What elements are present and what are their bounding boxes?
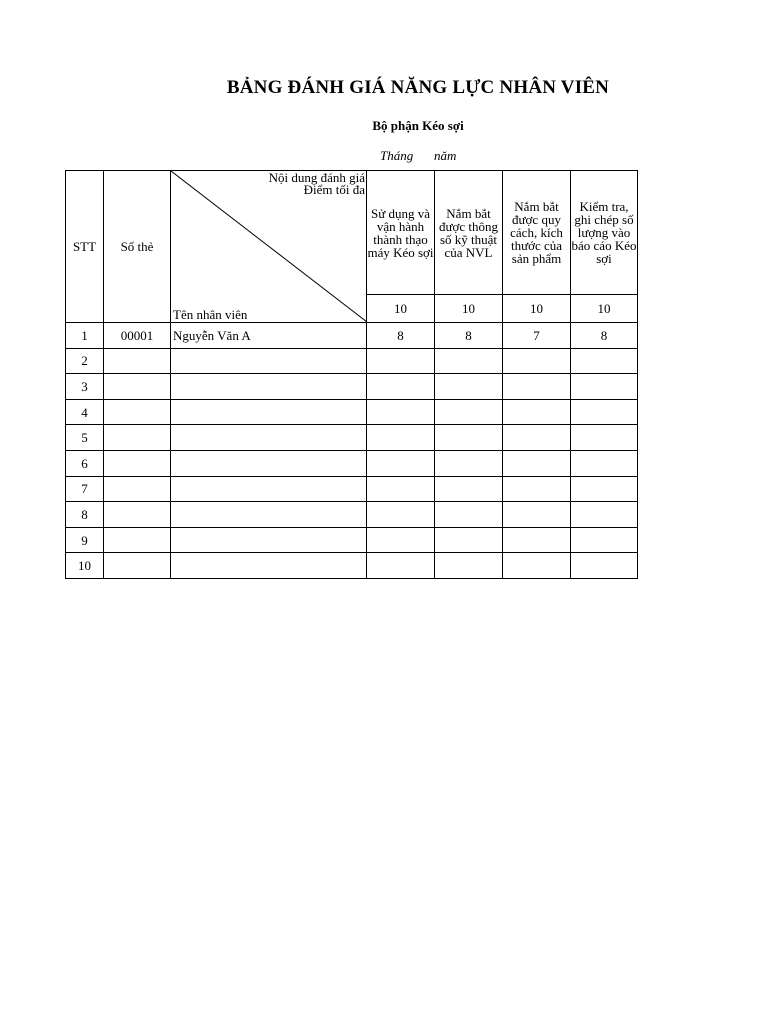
row-employee-name-cell [171,399,367,425]
row-score-cell-1 [367,553,435,579]
row-score-cell-2 [435,348,503,374]
row-score-cell-4 [571,527,638,553]
criterion-max-2: 10 [435,295,503,323]
row-card-number-cell [104,425,171,451]
row-stt-cell: 2 [66,348,104,374]
table-row [66,374,638,400]
row-score-cell-2 [435,527,503,553]
criterion-max-4: 10 [571,295,638,323]
row-stt-cell: 1 [66,323,104,349]
table-row [66,425,638,451]
criterion-max-3: 10 [503,295,571,323]
row-stt-cell: 10 [66,553,104,579]
row-score-cell-4 [571,476,638,502]
year-label: năm [434,148,457,163]
row-score-cell-3 [503,374,571,400]
row-employee-name-cell [171,553,367,579]
table-row [66,348,638,374]
row-employee-name-cell [171,348,367,374]
row-score-cell-3 [503,476,571,502]
row-score-cell-3 [503,502,571,528]
row-card-number-cell [104,348,171,374]
row-card-number-cell [104,476,171,502]
evaluation-table [65,170,638,579]
table-row [66,502,638,528]
row-score-cell-1 [367,348,435,374]
row-employee-name-cell [171,527,367,553]
diagonal-header-cell [171,171,367,323]
criterion-header-3: Nắm bắt được quy cách, kích thước của sản phẩm [503,171,571,295]
row-score-cell-1 [367,502,435,528]
row-score-cell-2 [435,425,503,451]
row-score-cell-4 [571,450,638,476]
row-card-number-cell [104,450,171,476]
row-score-cell-2 [435,374,503,400]
row-employee-name-cell: Nguyễn Văn A [171,323,367,349]
row-card-number-cell: 00001 [104,323,171,349]
row-score-cell-1 [367,425,435,451]
criterion-header-1: Sử dụng và vận hành thành thạo máy Kéo sợi [367,171,435,295]
row-score-cell-2 [435,399,503,425]
table-row [66,323,638,349]
row-score-cell-4 [571,399,638,425]
row-stt-cell: 6 [66,450,104,476]
employee-name-label: Tên nhân viên [173,307,248,322]
criterion-max-1: 10 [367,295,435,323]
row-score-cell-2: 8 [435,323,503,349]
row-score-cell-3 [503,348,571,374]
row-score-cell-2 [435,553,503,579]
row-card-number-cell [104,527,171,553]
row-score-cell-4 [571,553,638,579]
row-card-number-cell [104,374,171,400]
row-score-cell-3 [503,425,571,451]
max-score-label: Điểm tối đa [303,182,365,197]
table-row [66,553,638,579]
row-score-cell-4 [571,374,638,400]
table-row [66,399,638,425]
row-card-number-cell [104,399,171,425]
row-score-cell-4 [571,348,638,374]
row-stt-cell: 3 [66,374,104,400]
criterion-header-4: Kiểm tra, ghi chép số lượng vào báo cáo Kéo sợi [571,171,638,295]
row-stt-cell: 7 [66,476,104,502]
row-score-cell-1: 8 [367,323,435,349]
header-row [66,171,638,295]
row-score-cell-2 [435,502,503,528]
month-label: Tháng [380,148,414,163]
row-stt-cell: 9 [66,527,104,553]
row-score-cell-1 [367,527,435,553]
row-score-cell-1 [367,374,435,400]
diagonal-header-top [269,172,365,196]
row-stt-cell: 4 [66,399,104,425]
row-stt-cell: 5 [66,425,104,451]
row-score-cell-4: 8 [571,323,638,349]
table-row [66,450,638,476]
row-employee-name-cell [171,425,367,451]
row-score-cell-1 [367,399,435,425]
row-score-cell-4 [571,502,638,528]
row-score-cell-4 [571,425,638,451]
row-employee-name-cell [171,450,367,476]
row-card-number-cell [104,502,171,528]
row-employee-name-cell [171,374,367,400]
row-score-cell-3: 7 [503,323,571,349]
card-number-header: Số thẻ [104,171,171,323]
row-score-cell-2 [435,476,503,502]
row-score-cell-3 [503,450,571,476]
row-score-cell-3 [503,399,571,425]
row-employee-name-cell [171,476,367,502]
table-row [66,476,638,502]
row-employee-name-cell [171,502,367,528]
department-label: Bộ phận Kéo sợi [372,118,464,133]
table-row [66,527,638,553]
row-score-cell-1 [367,476,435,502]
stt-header: STT [66,171,104,323]
evaluation-content-label: Nội dung đánh giá [268,170,365,185]
row-score-cell-3 [503,553,571,579]
row-card-number-cell [104,553,171,579]
row-score-cell-1 [367,450,435,476]
row-stt-cell: 8 [66,502,104,528]
row-score-cell-3 [503,527,571,553]
page-title: BẢNG ĐÁNH GIÁ NĂNG LỰC NHÂN VIÊN [226,77,610,98]
criterion-header-2: Nắm bắt được thông số kỹ thuật của NVL [435,171,503,295]
row-score-cell-2 [435,450,503,476]
